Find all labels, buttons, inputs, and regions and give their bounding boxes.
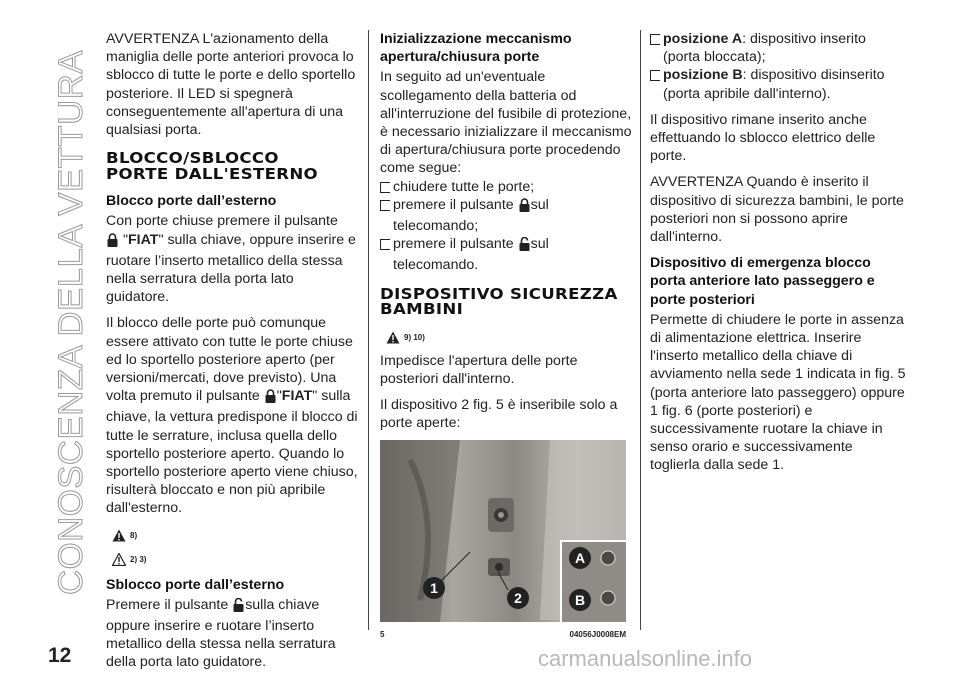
lock-closed-icon xyxy=(265,389,276,408)
text: Il blocco delle porte può comunque essere attivato con tutte le porte chiuse ed lo sportello posteriore aperto (per versioni/mercati, dove previsto). Una volta premuto il pulsante xyxy=(106,315,353,405)
bullet-icon xyxy=(650,70,660,81)
text: posizione B xyxy=(663,67,743,84)
bullet-icon xyxy=(380,200,390,211)
warning-ref-text: 9) 10) xyxy=(404,332,425,342)
lock-open-icon xyxy=(519,237,530,256)
subheading: Inizializzazione meccanismo apertura/chiusura porte xyxy=(380,31,572,66)
paragraph: AVVERTENZA L'azionamento della maniglia delle porte anteriori provoca lo sblocco di tutte le porte e dello sportello posteriore. Il LED si spegnerà conseguentemente all'apertura di una qualsiasi porta. xyxy=(106,31,356,139)
lock-closed-icon xyxy=(107,233,118,252)
list-item xyxy=(380,235,632,274)
caution-ref-text: 2) 3) xyxy=(130,554,147,564)
text: chiudere tutte le porte; xyxy=(393,178,535,195)
figure-number: 5 xyxy=(380,630,385,640)
column-1 xyxy=(106,30,358,680)
lock-closed-icon xyxy=(519,198,530,217)
caution-icon xyxy=(112,553,126,566)
callout-label: B xyxy=(574,592,586,609)
list-item xyxy=(650,30,906,66)
warning-ref-text: 8) xyxy=(130,530,138,540)
column-divider xyxy=(640,30,641,630)
paragraph xyxy=(106,212,358,306)
text: sulla chiave oppure inserire e ruotare l’inserto metallico della stessa nella serratura della porta lato guidatore. xyxy=(106,596,336,671)
text: premere il pulsante xyxy=(393,196,514,213)
paragraph: Impedisce l'apertura delle porte posteriori dall'interno. xyxy=(380,352,578,387)
figure-code: 04056J0008EM xyxy=(569,630,626,640)
text: : dispositivo inserito (porta bloccata); xyxy=(663,31,866,66)
warning-icon xyxy=(112,529,126,542)
fiat-label: FIAT xyxy=(281,388,313,405)
subheading: Sblocco porte dall’esterno xyxy=(106,576,285,593)
paragraph: In seguito ad un'eventuale scollegamento della batteria od all'interruzione del fusibile di protezione, è necessario inizializzare il meccanismo di apertura/chiusura porte procedendo come segue: xyxy=(380,69,632,177)
subheading: Blocco porte dall’esterno xyxy=(106,193,277,210)
page-number: 12 xyxy=(48,644,72,667)
text: premere il pulsante xyxy=(393,236,514,253)
callout-label: 1 xyxy=(430,580,438,597)
heading-line: PORTE DALL'ESTERNO xyxy=(106,164,318,183)
heading-line: BAMBINI xyxy=(380,300,464,319)
heading-line: DISPOSITIVO SICUREZZA xyxy=(380,284,618,303)
text: " xyxy=(122,231,128,248)
list-item xyxy=(380,196,632,235)
callout-label: 2 xyxy=(514,590,522,607)
text: " sulla chiave, la vettura predispone il blocco di tutte le serrature, inclusa quella dello sportello posteriore aperto. Quando lo sportello posteriore aperto viene chiuso, risulterà bloccato e non più apribile dall'esterno. xyxy=(106,388,358,517)
lock-open-icon xyxy=(233,598,244,617)
section-heading xyxy=(106,151,376,182)
bullet-icon xyxy=(650,34,660,45)
text: posizione A xyxy=(663,31,743,47)
text: sul telecomando. xyxy=(393,236,549,274)
subheading: Dispositivo di emergenza blocco porta anteriore lato passeggero e porte posteriori xyxy=(650,255,875,308)
door-lock-illustration xyxy=(380,440,626,622)
text: : dispositivo disinserito (porta apribile dall'interno). xyxy=(663,67,885,102)
callout-label: A xyxy=(574,550,586,567)
paragraph: Il dispositivo rimane inserito anche effettuando lo sblocco elettrico delle porte. xyxy=(650,111,876,165)
warning-reference xyxy=(112,526,358,546)
bullet-icon xyxy=(380,239,390,250)
heading-line: BLOCCO/SBLOCCO xyxy=(106,149,279,168)
warning-icon xyxy=(386,331,400,344)
column-2 xyxy=(380,30,632,645)
text: Con porte chiuse premere il pulsante xyxy=(106,213,338,230)
paragraph xyxy=(106,596,358,672)
section-heading xyxy=(380,284,650,319)
list-item xyxy=(650,66,906,102)
paragraph: Il dispositivo 2 fig. 5 è inseribile solo a porte aperte: xyxy=(380,397,618,432)
column-3 xyxy=(650,30,906,483)
figure-child-lock-photo xyxy=(380,440,626,622)
text: " sulla chiave, oppure inserire e ruotare l’inserto metallico della stessa nella serratura della porta lato guidatore. xyxy=(106,231,356,306)
list-item xyxy=(380,178,632,196)
side-section-title xyxy=(52,35,92,595)
paragraph: Permette di chiudere le porte in assenza di alimentazione elettrica. Inserire l'inserto metallico della chiave di avviamento nella sede 1 indicata in fig. 5 (porta anteriore lato passeggero) oppure 1 fig. 6 (porte posteriori) e successivamente ruotare la chiave in senso orario e successivamente toglierla dalla sede 1. xyxy=(650,311,906,474)
figure-caption xyxy=(380,626,626,644)
text: sul telecomando; xyxy=(393,196,549,235)
column-divider xyxy=(368,30,369,630)
caution-reference xyxy=(112,550,358,570)
bullet-icon xyxy=(380,182,390,193)
paragraph: AVVERTENZA Quando è inserito il dispositivo di sicurezza bambini, le porte posteriori non si possono aprire dall'interno. xyxy=(650,174,904,246)
watermark: carmanualsonline.info xyxy=(538,646,753,671)
warning-reference xyxy=(386,328,632,348)
text: " xyxy=(276,388,282,405)
fiat-label: FIAT xyxy=(128,231,159,248)
side-section-title-text: CONOSCENZA DELLA VETTURA xyxy=(52,61,90,595)
paragraph xyxy=(106,314,358,517)
text: Premere il pulsante xyxy=(106,596,229,613)
